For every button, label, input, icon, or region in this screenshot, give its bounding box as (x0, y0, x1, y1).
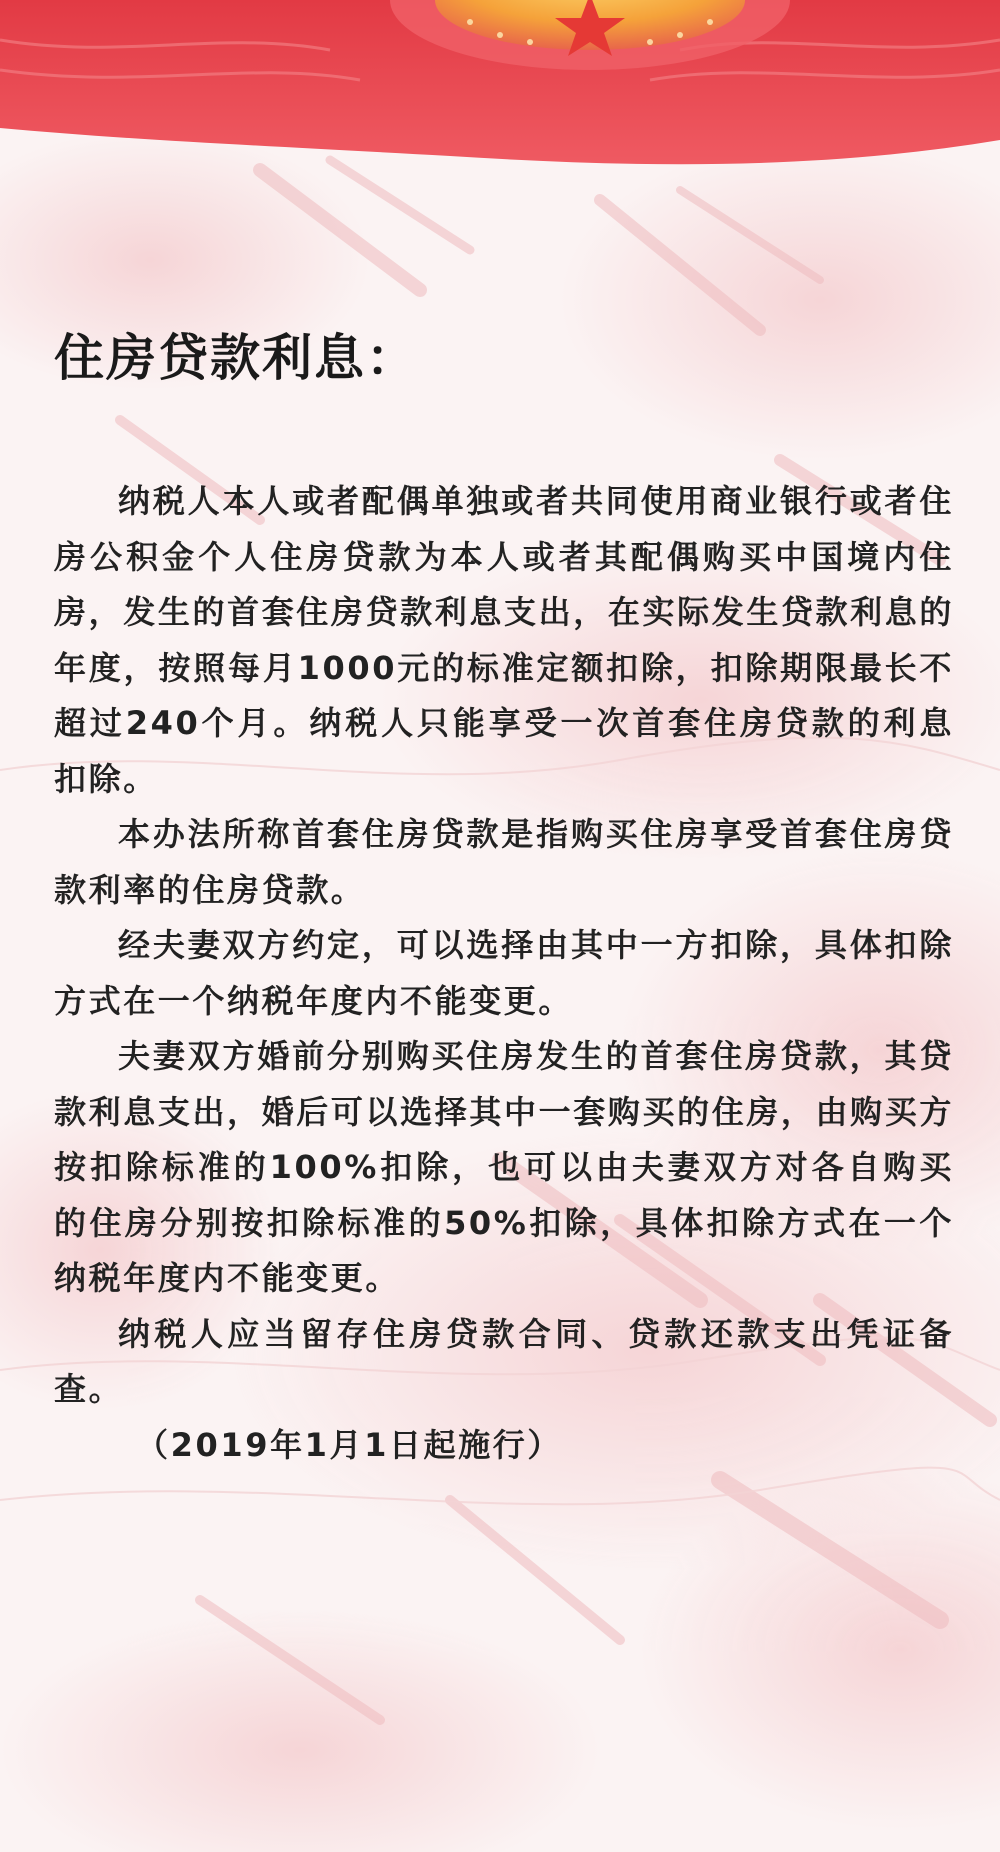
effective-date: （2019年1月1日起施行） (136, 1425, 562, 1464)
paragraph-1: 纳税人本人或者配偶单独或者共同使用商业银行或者住房公积金个人住房贷款为本人或者其配偶购买中国境内住房，发生的首套住房贷款利息支出，在实际发生贷款利息的年度，按照每月1000元的标准定额扣除，扣除期限最长不超过240个月。纳税人只能享受一次首套住房贷款的利息扣除。 (54, 482, 954, 798)
paragraph-4: 夫妻双方婚前分别购买住房发生的首套住房贷款，其贷款利息支出，婚后可以选择其中一套购买的住房，由购买方按扣除标准的100%扣除，也可以由夫妻双方对各自购买的住房分别按扣除标准的50%扣除，具体扣除方式在一个纳税年度内不能变更。 (54, 1037, 954, 1297)
document-body (54, 474, 954, 1473)
paragraph-2: 本办法所称首套住房贷款是指购买住房享受首套住房贷款利率的住房贷款。 (54, 815, 954, 909)
paragraph-5: 纳税人应当留存住房贷款合同、贷款还款支出凭证备查。 (54, 1314, 954, 1408)
page-title: 住房贷款利息： (54, 329, 418, 387)
paragraph-3: 经夫妻双方约定，可以选择由其中一方扣除，具体扣除方式在一个纳税年度内不能变更。 (54, 926, 954, 1020)
